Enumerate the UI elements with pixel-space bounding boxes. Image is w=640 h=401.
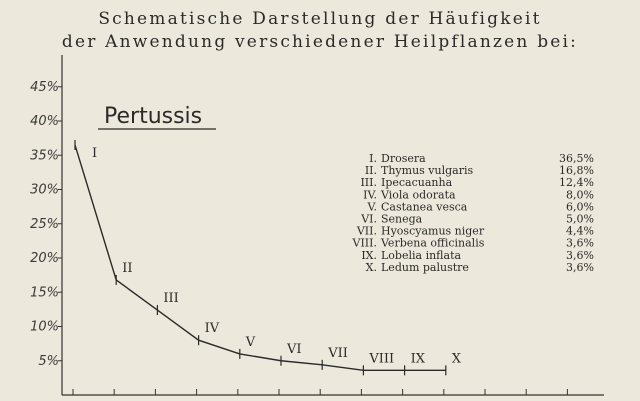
y-tick-label: 10% — [30, 319, 59, 335]
data-label: VI — [287, 341, 302, 357]
legend — [352, 152, 594, 274]
legend-value: 6,0% — [566, 200, 594, 214]
data-label: II — [122, 260, 133, 276]
data-label: VIII — [369, 351, 395, 367]
legend-plant-name: Ipecacuanha — [381, 176, 453, 190]
data-label: III — [163, 291, 179, 307]
y-tick-label: 20% — [30, 251, 59, 266]
legend-numeral: IV. — [363, 188, 377, 202]
data-label: V — [245, 334, 256, 350]
chart-title-line-2: der Anwendung verschiedener Heilpflanzen bei: — [61, 32, 579, 52]
legend-numeral: I. — [369, 152, 377, 165]
legend-numeral: III. — [360, 176, 377, 190]
data-label: VII — [328, 345, 348, 361]
y-tick-label: 45% — [30, 79, 59, 95]
legend-plant-name: Lobelia inflata — [381, 248, 462, 262]
legend-value: 4,4% — [566, 224, 594, 238]
legend-plant-name: Senega — [381, 212, 423, 226]
legend-plant-name: Viola odorata — [381, 188, 456, 202]
y-tick-label: 35% — [30, 148, 59, 164]
legend-value: 12,4% — [559, 176, 594, 190]
legend-plant-name: Ledum palustre — [381, 260, 469, 274]
legend-numeral: V. — [367, 200, 377, 214]
legend-numeral: II. — [364, 164, 377, 178]
legend-value: 3,6% — [566, 236, 594, 250]
y-tick-label: 40% — [30, 114, 59, 129]
legend-plant-name: Drosera — [381, 152, 426, 165]
legend-value: 5,0% — [566, 212, 594, 226]
data-label: I — [92, 145, 98, 161]
y-tick-label: 30% — [30, 182, 59, 198]
legend-numeral: X. — [365, 260, 377, 274]
legend-plant-name: Castanea vesca — [381, 200, 468, 214]
disease-label: Pertussis — [104, 104, 203, 129]
data-label: IV — [204, 321, 220, 337]
legend-plant-name: Thymus vulgaris — [381, 164, 474, 178]
legend-numeral: IX. — [361, 248, 377, 262]
legend-value: 3,6% — [566, 248, 594, 262]
legend-value: 16,8% — [559, 164, 594, 178]
data-label: IX — [410, 351, 425, 367]
legend-numeral: VII. — [356, 224, 377, 238]
legend-value: 8,0% — [566, 188, 594, 202]
legend-numeral: VI. — [361, 212, 377, 226]
y-tick-label: 25% — [30, 216, 59, 232]
legend-value: 3,6% — [566, 260, 594, 274]
data-label: X — [451, 351, 462, 367]
legend-numeral: VIII. — [352, 236, 377, 250]
chart-title-line-1: Schematische Darstellung der Häufigkeit — [98, 9, 542, 29]
y-tick-label: 15% — [30, 285, 59, 301]
y-tick-label: 5% — [38, 353, 59, 369]
legend-plant-name: Verbena officinalis — [381, 236, 485, 250]
legend-plant-name: Hyoscyamus niger — [381, 224, 485, 238]
legend-value: 36,5% — [559, 152, 594, 165]
